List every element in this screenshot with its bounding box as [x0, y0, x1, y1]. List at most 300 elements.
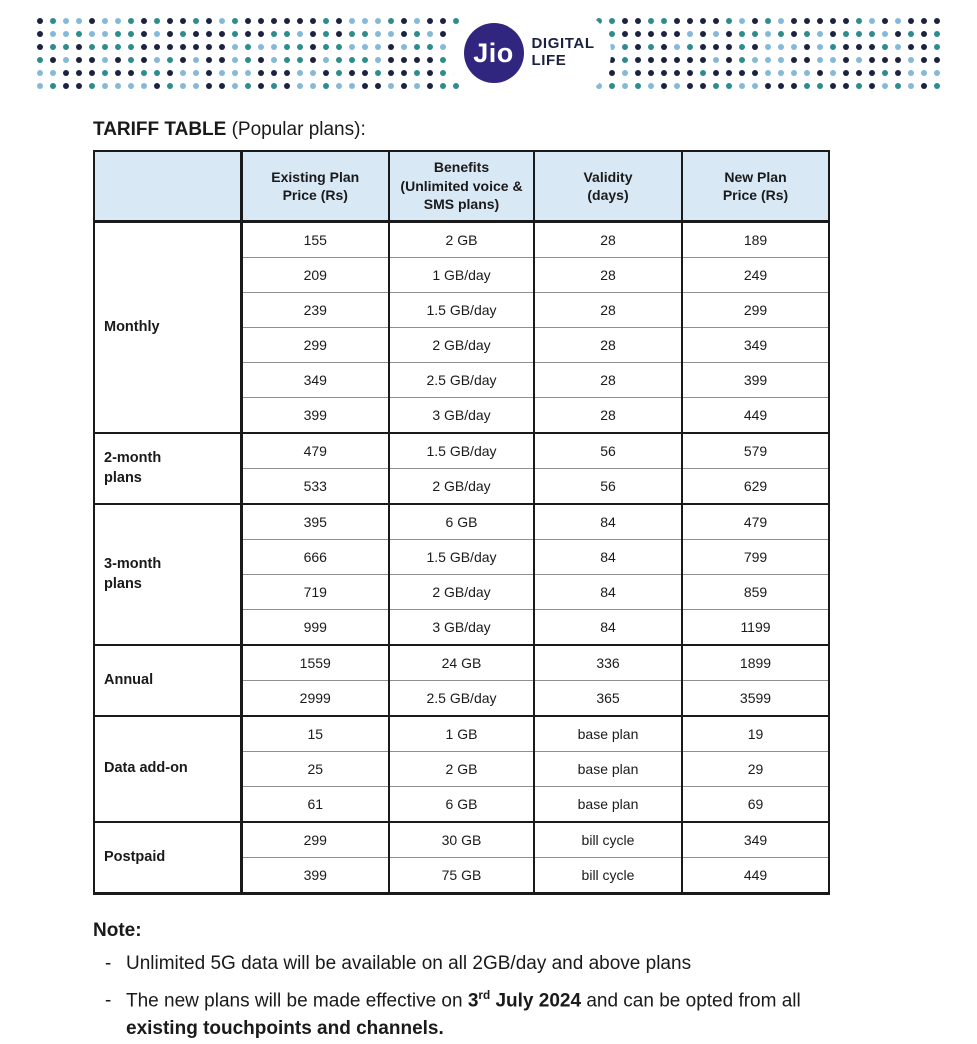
benefit-cell: 3 GB/day [389, 398, 534, 434]
note-bullet [93, 950, 923, 979]
dot-icon [37, 83, 43, 89]
dot-icon [934, 31, 940, 37]
dot-icon [193, 31, 199, 37]
validity-cell: base plan [534, 752, 682, 787]
dot-icon [921, 31, 927, 37]
dot-icon [895, 83, 901, 89]
dot-icon [726, 57, 732, 63]
dot-icon [271, 18, 277, 24]
dot-icon [310, 70, 316, 76]
dot-icon [258, 31, 264, 37]
dot-icon [804, 57, 810, 63]
page-title [93, 119, 977, 141]
dot-icon [141, 57, 147, 63]
existing-price-cell: 155 [241, 222, 389, 258]
benefit-cell: 1.5 GB/day [389, 293, 534, 328]
dot-icon [648, 70, 654, 76]
dot-icon [128, 44, 134, 50]
dot-icon [609, 18, 615, 24]
table-row [94, 716, 829, 752]
benefit-cell: 2 GB [389, 752, 534, 787]
tariff-table [93, 150, 830, 895]
validity-cell: 56 [534, 433, 682, 469]
dot-icon [193, 44, 199, 50]
dot-icon [635, 83, 641, 89]
dot-icon [427, 31, 433, 37]
validity-cell: 84 [534, 540, 682, 575]
dot-icon [830, 18, 836, 24]
dot-icon [310, 31, 316, 37]
dot-icon [635, 44, 641, 50]
dot-icon [245, 83, 251, 89]
dot-icon [50, 83, 56, 89]
dot-icon [258, 70, 264, 76]
dot-icon [752, 44, 758, 50]
dot-icon [115, 18, 121, 24]
dot-icon [765, 83, 771, 89]
dot-icon [921, 18, 927, 24]
dot-icon [37, 57, 43, 63]
dot-icon [375, 57, 381, 63]
existing-price-cell: 209 [241, 258, 389, 293]
dot-icon [180, 70, 186, 76]
dot-icon [102, 57, 108, 63]
dot-icon [453, 18, 459, 24]
new-price-cell: 449 [682, 398, 829, 434]
dot-icon [76, 57, 82, 63]
dot-icon [726, 18, 732, 24]
dot-icon [349, 18, 355, 24]
existing-price-cell: 299 [241, 328, 389, 363]
dot-icon [765, 70, 771, 76]
dot-icon [635, 70, 641, 76]
plan-category-cell: Postpaid [94, 822, 241, 894]
dot-icon [245, 31, 251, 37]
dot-icon [323, 57, 329, 63]
dot-icon [154, 44, 160, 50]
dot-icon [726, 31, 732, 37]
table-row [94, 222, 829, 258]
dot-icon [921, 44, 927, 50]
dot-icon [804, 31, 810, 37]
dot-icon [817, 57, 823, 63]
dot-icon [102, 44, 108, 50]
dot-icon [401, 18, 407, 24]
dot-icon [76, 18, 82, 24]
dot-icon [908, 83, 914, 89]
dot-icon [76, 83, 82, 89]
dot-icon [141, 70, 147, 76]
dot-icon [440, 31, 446, 37]
dot-icon [219, 31, 225, 37]
dot-icon [700, 44, 706, 50]
dot-icon [206, 70, 212, 76]
validity-cell: 336 [534, 645, 682, 681]
dot-icon [232, 18, 238, 24]
corner-header-cell [94, 151, 241, 222]
bullet-text: Unlimited 5G data will be available on all 2GB/day and above plans [126, 953, 692, 974]
dot-icon [362, 70, 368, 76]
existing-price-cell: 999 [241, 610, 389, 646]
dot-icon [180, 31, 186, 37]
dot-icon [297, 57, 303, 63]
dot-icon [401, 83, 407, 89]
dot-icon [115, 57, 121, 63]
validity-cell: 56 [534, 469, 682, 505]
dot-icon [609, 70, 615, 76]
dot-icon [726, 70, 732, 76]
dot-icon [609, 83, 615, 89]
table-row [94, 433, 829, 469]
benefit-cell: 2.5 GB/day [389, 681, 534, 717]
dot-icon [921, 83, 927, 89]
dot-icon [63, 44, 69, 50]
dot-icon [232, 31, 238, 37]
existing-price-cell: 395 [241, 504, 389, 540]
dot-icon [297, 44, 303, 50]
new-price-cell: 579 [682, 433, 829, 469]
dot-icon [141, 44, 147, 50]
dot-icon [440, 83, 446, 89]
dot-icon [713, 31, 719, 37]
benefit-cell: 2 GB/day [389, 575, 534, 610]
dot-icon [388, 31, 394, 37]
new-price-cell: 479 [682, 504, 829, 540]
dot-icon [258, 83, 264, 89]
validity-cell: 84 [534, 610, 682, 646]
dot-icon [414, 57, 420, 63]
new-price-cell: 189 [682, 222, 829, 258]
dot-icon [336, 57, 342, 63]
dot-icon [323, 83, 329, 89]
dot-icon [882, 70, 888, 76]
dot-icon [401, 57, 407, 63]
dot-icon [713, 18, 719, 24]
existing-price-cell: 479 [241, 433, 389, 469]
dot-icon [271, 31, 277, 37]
dot-icon [869, 31, 875, 37]
bullet-dash: - [105, 989, 112, 1011]
dot-icon [37, 70, 43, 76]
bullet-dash: - [105, 953, 112, 974]
column-header: Existing Plan Price (Rs) [241, 151, 389, 222]
dot-icon [778, 18, 784, 24]
existing-price-cell: 399 [241, 398, 389, 434]
validity-cell: 84 [534, 504, 682, 540]
dot-icon [427, 70, 433, 76]
header-band [34, 14, 944, 92]
dot-icon [362, 57, 368, 63]
dot-icon [895, 44, 901, 50]
dot-icon [908, 44, 914, 50]
dot-icon [323, 70, 329, 76]
dot-icon [102, 83, 108, 89]
dot-icon [856, 57, 862, 63]
dot-icon [882, 44, 888, 50]
dot-icon [89, 83, 95, 89]
dot-icon [791, 70, 797, 76]
dot-icon [271, 83, 277, 89]
dot-icon [843, 18, 849, 24]
dot-icon [102, 70, 108, 76]
dot-icon [154, 18, 160, 24]
new-price-cell: 449 [682, 858, 829, 894]
dot-icon [284, 18, 290, 24]
dot-icon [167, 57, 173, 63]
dot-icon [388, 18, 394, 24]
dot-icon [63, 70, 69, 76]
dot-icon [622, 44, 628, 50]
note-section [93, 920, 923, 1044]
dot-icon [388, 83, 394, 89]
dot-icon [401, 44, 407, 50]
dot-icon [622, 31, 628, 37]
dot-icon [778, 70, 784, 76]
dot-icon [128, 18, 134, 24]
dot-icon [76, 31, 82, 37]
table-header-row [94, 151, 829, 222]
dot-icon [765, 44, 771, 50]
dot-icon [856, 18, 862, 24]
dot-icon [154, 57, 160, 63]
dot-icon [739, 18, 745, 24]
dot-icon [778, 31, 784, 37]
dot-icon [752, 31, 758, 37]
existing-price-cell: 299 [241, 822, 389, 858]
dot-icon [232, 70, 238, 76]
dot-icon [700, 57, 706, 63]
dot-icon [648, 31, 654, 37]
dot-icon [934, 18, 940, 24]
table-row [94, 504, 829, 540]
dot-icon [258, 44, 264, 50]
dot-icon [700, 18, 706, 24]
dot-icon [791, 18, 797, 24]
dot-icon [375, 31, 381, 37]
dot-icon [245, 44, 251, 50]
jio-logo-circle [464, 23, 524, 83]
dot-icon [362, 44, 368, 50]
benefit-cell: 75 GB [389, 858, 534, 894]
benefit-cell: 1 GB/day [389, 258, 534, 293]
dot-icon [284, 83, 290, 89]
page-title-main: TARIFF TABLE [93, 119, 227, 140]
dot-icon [63, 83, 69, 89]
dot-icon [739, 70, 745, 76]
dot-icon [713, 83, 719, 89]
dot-icon [908, 57, 914, 63]
dot-icon [635, 18, 641, 24]
dot-icon [622, 18, 628, 24]
existing-price-cell: 533 [241, 469, 389, 505]
validity-cell: 28 [534, 222, 682, 258]
dot-icon [362, 83, 368, 89]
plan-category-cell: 3-month plans [94, 504, 241, 645]
dot-icon [609, 31, 615, 37]
benefit-cell: 30 GB [389, 822, 534, 858]
dot-icon [713, 70, 719, 76]
existing-price-cell: 666 [241, 540, 389, 575]
dot-icon [674, 83, 680, 89]
dot-icon [50, 57, 56, 63]
benefit-cell: 2 GB/day [389, 469, 534, 505]
tagline-line-1: DIGITAL [531, 35, 595, 53]
dot-icon [817, 70, 823, 76]
dot-icon [401, 70, 407, 76]
benefit-cell: 1 GB [389, 716, 534, 752]
plan-category-cell: 2-month plans [94, 433, 241, 504]
dot-icon [817, 83, 823, 89]
new-price-cell: 69 [682, 787, 829, 823]
dot-icon [817, 18, 823, 24]
validity-cell: bill cycle [534, 858, 682, 894]
dot-icon [167, 18, 173, 24]
dot-icon [869, 57, 875, 63]
dot-icon [128, 57, 134, 63]
dot-icon [687, 18, 693, 24]
dot-icon [921, 70, 927, 76]
dot-icon [830, 70, 836, 76]
dot-icon [362, 18, 368, 24]
dot-icon [323, 31, 329, 37]
dot-icon [375, 70, 381, 76]
dot-icon [752, 70, 758, 76]
dot-icon [167, 31, 173, 37]
jio-logo-text: Jio [473, 37, 514, 68]
dot-icon [908, 18, 914, 24]
new-price-cell: 349 [682, 328, 829, 363]
validity-cell: 28 [534, 363, 682, 398]
dot-icon [713, 57, 719, 63]
dot-icon [882, 57, 888, 63]
dot-icon [154, 70, 160, 76]
dot-icon [180, 44, 186, 50]
dot-icon [180, 57, 186, 63]
note-bullets [93, 950, 923, 1044]
dot-icon [830, 44, 836, 50]
dot-icon [414, 70, 420, 76]
tagline-line-2: LIFE [531, 52, 567, 69]
dot-icon [193, 18, 199, 24]
dot-icon [661, 31, 667, 37]
dot-icon [50, 18, 56, 24]
dot-icon [648, 57, 654, 63]
dot-icon [180, 18, 186, 24]
dot-icon [934, 70, 940, 76]
dot-icon [115, 83, 121, 89]
dot-icon [752, 83, 758, 89]
dot-icon [284, 70, 290, 76]
dot-icon [258, 18, 264, 24]
dot-icon [50, 44, 56, 50]
dot-icon [63, 31, 69, 37]
existing-price-cell: 25 [241, 752, 389, 787]
table-row [94, 822, 829, 858]
dot-icon [648, 44, 654, 50]
new-price-cell: 299 [682, 293, 829, 328]
dot-icon [76, 44, 82, 50]
dot-icon [37, 31, 43, 37]
dot-icon [414, 18, 420, 24]
dot-icon [700, 83, 706, 89]
dot-icon [713, 44, 719, 50]
existing-price-cell: 2999 [241, 681, 389, 717]
dot-icon [50, 31, 56, 37]
dot-icon [921, 57, 927, 63]
column-header: Validity (days) [534, 151, 682, 222]
dot-icon [687, 83, 693, 89]
new-price-cell: 1899 [682, 645, 829, 681]
dot-icon [414, 83, 420, 89]
dot-icon [232, 83, 238, 89]
dot-icon [765, 57, 771, 63]
dot-icon [115, 44, 121, 50]
dot-icon [661, 57, 667, 63]
dot-icon [739, 83, 745, 89]
dot-icon [830, 31, 836, 37]
dot-icon [739, 44, 745, 50]
dot-icon [427, 83, 433, 89]
dot-icon [219, 57, 225, 63]
dot-icon [115, 70, 121, 76]
dot-icon [128, 31, 134, 37]
validity-cell: base plan [534, 716, 682, 752]
validity-cell: 84 [534, 575, 682, 610]
benefit-cell: 24 GB [389, 645, 534, 681]
dot-icon [232, 57, 238, 63]
dot-icon [687, 31, 693, 37]
benefit-cell: 6 GB [389, 787, 534, 823]
validity-cell: 28 [534, 398, 682, 434]
dot-icon [271, 70, 277, 76]
dot-icon [128, 70, 134, 76]
dot-icon [817, 31, 823, 37]
dot-icon [206, 18, 212, 24]
dot-icon [167, 44, 173, 50]
dot-icon [882, 31, 888, 37]
dot-icon [310, 83, 316, 89]
dot-icon [102, 31, 108, 37]
dot-icon [843, 31, 849, 37]
dot-icon [193, 83, 199, 89]
dot-icon [856, 70, 862, 76]
dot-icon [869, 18, 875, 24]
dot-icon [362, 31, 368, 37]
dot-icon [804, 70, 810, 76]
validity-cell: 28 [534, 293, 682, 328]
jio-logo [448, 9, 611, 97]
dot-icon [687, 57, 693, 63]
dot-icon [336, 44, 342, 50]
dot-icon [674, 57, 680, 63]
dot-icon [193, 57, 199, 63]
dot-icon [778, 57, 784, 63]
dot-icon [89, 57, 95, 63]
dot-icon [804, 83, 810, 89]
dot-icon [245, 18, 251, 24]
dot-icon [89, 44, 95, 50]
dot-icon [674, 44, 680, 50]
benefit-cell: 1.5 GB/day [389, 433, 534, 469]
dot-icon [895, 18, 901, 24]
dot-icon [817, 44, 823, 50]
dot-icon [752, 18, 758, 24]
dot-icon [427, 57, 433, 63]
dot-icon [674, 18, 680, 24]
dot-icon [271, 44, 277, 50]
dot-icon [635, 57, 641, 63]
new-price-cell: 629 [682, 469, 829, 505]
